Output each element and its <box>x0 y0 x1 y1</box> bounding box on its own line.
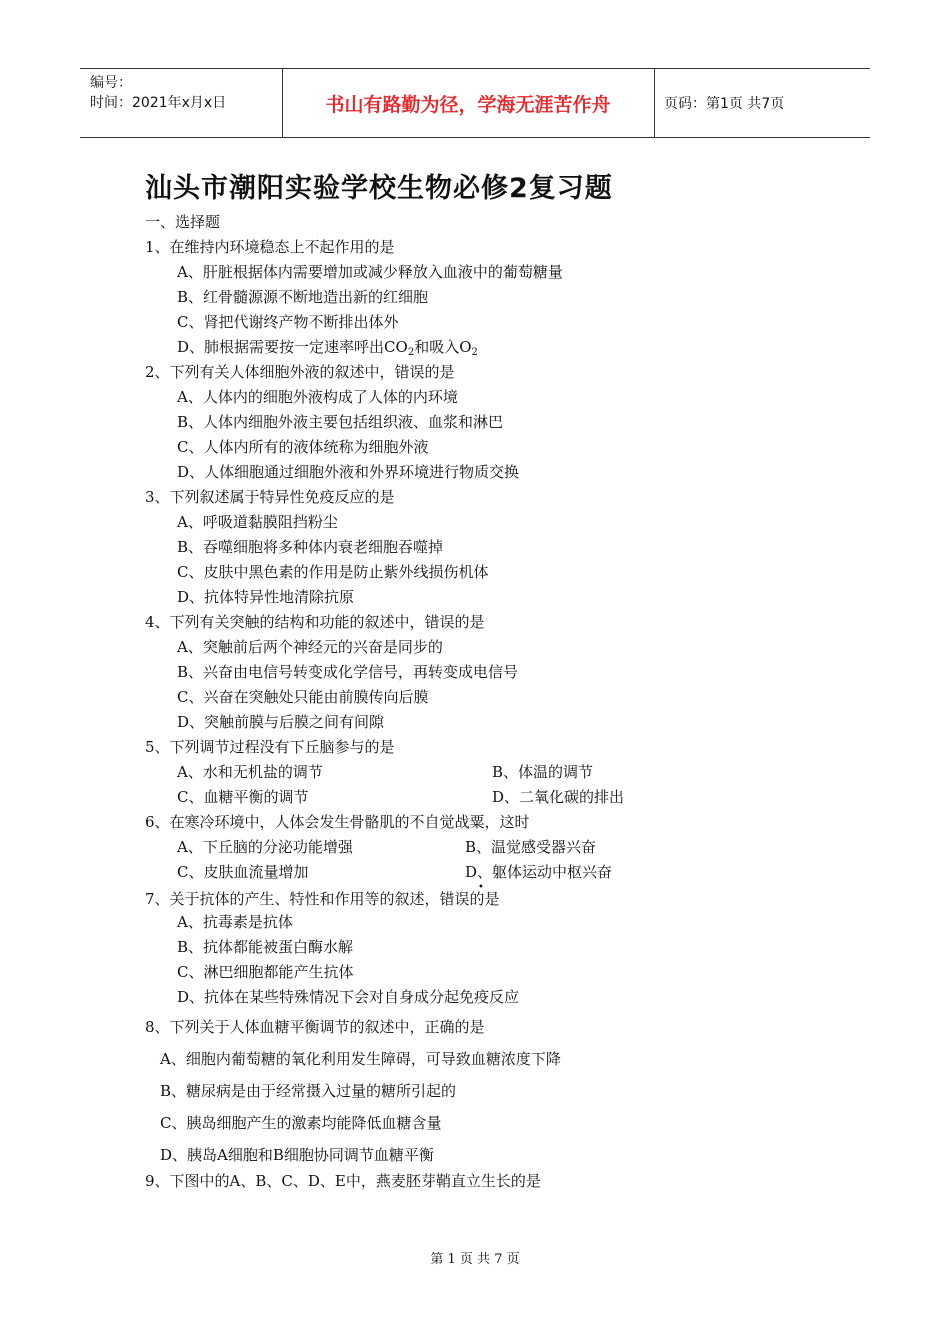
option: B、红骨髓源源不断地造出新的红细胞 <box>177 288 429 306</box>
option: D、抗体特异性地清除抗原 <box>177 588 355 606</box>
option: D、躯体运动中枢兴奋 <box>465 863 613 881</box>
option: C、淋巴细胞都能产生抗体 <box>177 963 354 981</box>
option: A、水和无机盐的调节 <box>177 763 323 781</box>
emphasis-dot: • <box>478 882 484 893</box>
question-stem: 1、在维持内环境稳态上不起作用的是 <box>145 238 395 256</box>
option: C、皮肤血流量增加 <box>177 863 309 881</box>
question-stem: 5、下列调节过程没有下丘脑参与的是 <box>145 738 395 756</box>
option: B、糖尿病是由于经常摄入过量的糖所引起的 <box>160 1082 457 1100</box>
option: B、吞噬细胞将多种体内衰老细胞吞噬掉 <box>177 538 444 556</box>
time-label: 时间：2021年x月x日 <box>90 95 227 111</box>
question-stem: 9、下图中的A、B、C、D、E中，燕麦胚芽鞘直立生长的是 <box>145 1172 541 1190</box>
option: B、兴奋由电信号转变成化学信号，再转变成电信号 <box>177 663 519 681</box>
option: C、血糖平衡的调节 <box>177 788 309 806</box>
question-stem: 3、下列叙述属于特异性免疫反应的是 <box>145 488 395 506</box>
document-title: 汕头市潮阳实验学校生物必修2复习题 <box>145 173 613 204</box>
option: C、胰岛细胞产生的激素均能降低血糖含量 <box>160 1114 442 1132</box>
option: B、抗体都能被蛋白酶水解 <box>177 938 354 956</box>
option: A、肝脏根据体内需要增加或减少释放入血液中的葡萄糖量 <box>177 263 563 281</box>
option: A、人体内的细胞外液构成了人体的内环境 <box>177 388 458 406</box>
question-stem: 8、下列关于人体血糖平衡调节的叙述中，正确的是 <box>145 1018 485 1036</box>
question-stem: 6、在寒冷环境中，人体会发生骨骼肌的不自觉战粟，这时 <box>145 813 530 831</box>
option: B、温觉感受器兴奋 <box>465 838 597 856</box>
subscript: 2 <box>471 347 478 358</box>
option: C、兴奋在突触处只能由前膜传向后膜 <box>177 688 429 706</box>
option: A、突触前后两个神经元的兴奋是同步的 <box>177 638 443 656</box>
option <box>177 336 478 358</box>
section-heading: 一、选择题 <box>145 213 221 231</box>
option: A、细胞内葡萄糖的氧化利用发生障碍，可导致血糖浓度下降 <box>160 1050 561 1068</box>
question-stem: 2、下列有关人体细胞外液的叙述中，错误的是 <box>145 363 455 381</box>
header-page-info: 页码：第1页 共7页 <box>664 96 785 112</box>
page-footer: 第 1 页 共 7 页 <box>430 1252 520 1267</box>
subscript: 2 <box>407 347 415 358</box>
option: D、突触前膜与后膜之间有间隙 <box>177 713 385 731</box>
option: B、人体内细胞外液主要包括组织液、血浆和淋巴 <box>177 413 504 431</box>
option-text: D、肺根据需要按一定速率呼出CO <box>177 338 408 356</box>
header-motto: 书山有路勤为径，学海无涯苦作舟 <box>325 93 611 116</box>
option: A、下丘脑的分泌功能增强 <box>177 838 353 856</box>
option: D、胰岛A细胞和B细胞协同调节血糖平衡 <box>160 1146 434 1164</box>
option: D、二氧化碳的排出 <box>492 788 625 806</box>
option: A、呼吸道黏膜阻挡粉尘 <box>177 513 338 531</box>
option: B、体温的调节 <box>492 763 594 781</box>
option: C、肾把代谢终产物不断排出体外 <box>177 313 399 331</box>
header-divider <box>654 69 655 137</box>
header-meta <box>90 73 226 113</box>
option: C、人体内所有的液体统称为细胞外液 <box>177 438 429 456</box>
number-label: 编号： <box>90 75 132 91</box>
page-header <box>80 68 870 138</box>
option: D、人体细胞通过细胞外液和外界环境进行物质交换 <box>177 463 520 481</box>
option-text: 和吸入O <box>414 338 472 356</box>
question-stem: 4、下列有关突触的结构和功能的叙述中，错误的是 <box>145 613 485 631</box>
question-stem: 7、关于抗体的产生、特性和作用等的叙述，错误的是 <box>145 890 500 908</box>
option: A、抗毒素是抗体 <box>177 913 293 931</box>
option: C、皮肤中黑色素的作用是防止紫外线损伤机体 <box>177 563 489 581</box>
option: D、抗体在某些特殊情况下会对自身成分起免疫反应 <box>177 988 520 1006</box>
